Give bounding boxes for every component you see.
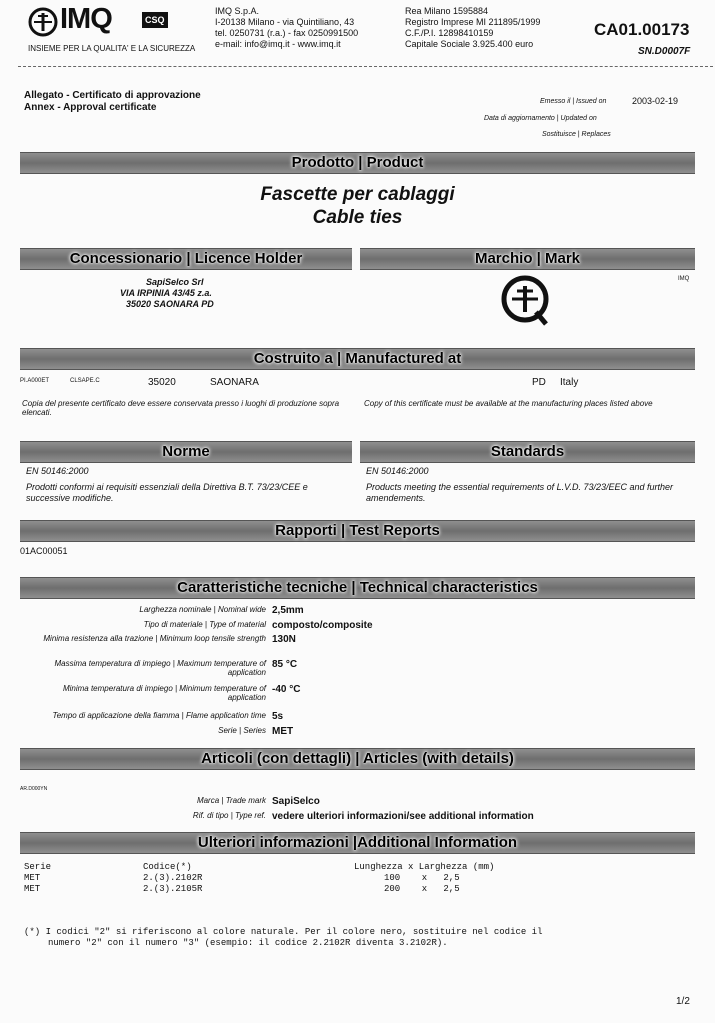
plant-country: Italy [560, 377, 579, 388]
mark-bar-label: Marchio | Mark [474, 250, 581, 267]
annex-title-it: Allegato - Certificato di approvazione [24, 90, 201, 101]
imq-logo [28, 3, 168, 38]
plant-zip: 35020 [148, 377, 176, 388]
tech-label: Massima temperatura di impiego | Maximum temperature of application [54, 659, 266, 677]
logo-csq: CSQ [142, 12, 168, 28]
certificate-number: CA01.00173 [594, 20, 690, 39]
articles-bar-label: Articoli (con dettagli) | Articles (with details) [201, 750, 514, 767]
company-line: I-20138 Milano - via Quintiliano, 43 [215, 17, 355, 27]
tech-value: -40 °C [272, 684, 301, 695]
issued-value: 2003-02-19 [632, 96, 679, 106]
replaces-label: Sostituisce | Replaces [542, 131, 611, 138]
tech-label: Minima temperatura di impiego | Minimum temperature of application [62, 684, 266, 702]
standards-standard: EN 50146:2000 [366, 466, 429, 476]
manufactured-bar-label: Costruito a | Manufactured at [253, 350, 462, 367]
product-name-en: Cable ties [312, 207, 403, 228]
plant-code-2: CLSAPE.C [70, 378, 100, 384]
company-line: tel. 0250731 (r.a.) - fax 0250991500 [215, 28, 359, 38]
additional-row-codice: 2.(3).2105R [143, 884, 203, 894]
registry-info [405, 6, 540, 50]
additional-bar-label: Ulteriori informazioni |Additional Information [197, 834, 518, 851]
licence-bar [20, 248, 352, 270]
mark-tag: IMQ [678, 276, 690, 282]
additional-row-codice: 2.(3).2102R [143, 873, 203, 883]
tech-label: Serie | Series [218, 726, 266, 735]
company-line: IMQ S.p.A. [215, 6, 260, 16]
tech-label: Tempo di applicazione della fiamma | Flame application time [52, 711, 266, 720]
product-name-it: Fascette per cablaggi [260, 184, 455, 205]
norme-bar-label: Norme [162, 443, 210, 460]
article-value: SapiSelco [272, 796, 320, 807]
report-code: 01AC00051 [20, 546, 68, 556]
company-address [215, 6, 358, 50]
additional-row-serie: MET [24, 884, 41, 894]
manufactured-note-en: Copy of this certificate must be available at the manufacturing places listed above [364, 399, 653, 408]
logo-text: IMQ [60, 3, 112, 35]
annex-title-en: Annex - Approval certificate [24, 102, 157, 113]
updated-label: Data di aggiornamento | Updated on [484, 115, 597, 122]
tech-label: Larghezza nominale | Nominal wide [139, 605, 266, 614]
manufactured-note-it: Copia del presente certificato deve essere conservata presso i luoghi di produzione sopra elencati. [22, 399, 340, 417]
licence-name: SapiSelco Srl [146, 277, 204, 287]
imq-mark-icon [500, 274, 552, 328]
company-line: e-mail: info@imq.it - www.imq.it [215, 39, 341, 49]
additional-row-serie: MET [24, 873, 41, 883]
standards-bar [360, 441, 695, 463]
plant-code: PI.A000ET [20, 378, 50, 384]
additional-header-serie: Serie [24, 862, 52, 872]
licence-bar-label: Concessionario | Licence Holder [69, 250, 303, 267]
reports-bar-label: Rapporti | Test Reports [275, 522, 440, 539]
registry-line: Capitale Sociale 3.925.400 euro [405, 39, 534, 49]
additional-row-dim: 200 x 2,5 [384, 884, 460, 894]
additional-header-dim: Lunghezza x Larghezza (mm) [354, 862, 495, 872]
licence-details [120, 277, 214, 310]
article-code: AR.D000YN [20, 786, 48, 792]
licence-street: VIA IRPINIA 43/45 z.a. [120, 288, 212, 298]
standards-text: Products meeting the essential requirements of L.V.D. 73/23/EEC and further amendements. [366, 482, 673, 503]
article-label: Marca | Trade mark [196, 796, 266, 805]
tech-value: 85 °C [272, 659, 298, 670]
tech-label: Minima resistenza alla trazione | Minimum loop tensile strength [43, 634, 266, 643]
article-value: vedere ulteriori informazioni/see additional information [272, 811, 534, 822]
article-label: Rif. di tipo | Type ref. [192, 811, 266, 820]
registry-line: C.F./P.I. 12898410159 [405, 28, 494, 38]
additional-header-codice: Codice(*) [143, 862, 192, 872]
page-number: 1/2 [676, 996, 690, 1007]
additional-row-dim: 100 x 2,5 [384, 873, 460, 883]
norme-text: Prodotti conformi ai requisiti essenziali della Direttiva B.T. 73/23/CEE e successive modifiche. [26, 482, 308, 503]
tech-value: MET [272, 726, 294, 737]
tech-label: Tipo di materiale | Type of material [143, 620, 266, 629]
tech-value: 130N [272, 634, 296, 645]
imq-seal-icon [28, 7, 58, 37]
product-bar [20, 152, 695, 174]
tech-value: 2,5mm [272, 605, 304, 616]
plant-city: SAONARA [210, 377, 259, 388]
mark-bar [360, 248, 695, 270]
registry-line: Registro Imprese MI 211895/1999 [405, 17, 541, 27]
articles-bar [20, 748, 695, 770]
tech-value: composto/composite [272, 620, 373, 631]
technical-bar-label: Caratteristiche tecniche | Technical characteristics [177, 579, 538, 596]
technical-bar [20, 577, 695, 599]
product-bar-label: Prodotto | Product [291, 154, 424, 171]
manufactured-bar [20, 348, 695, 370]
reports-bar [20, 520, 695, 542]
standards-bar-label: Standards [490, 443, 565, 460]
logo-tagline: INSIEME PER LA QUALITA' E LA SICUREZZA [28, 44, 196, 53]
norme-standard: EN 50146:2000 [26, 466, 89, 476]
footnote-line-2: numero "2" con il numero "3" (esempio: il codice 2.2102R diventa 3.2102R). [48, 938, 448, 948]
norme-bar [20, 441, 352, 463]
footnote-line-1: (*) I codici "2" si riferiscono al colore naturale. Per il colore nero, sostituire nel codice il [24, 927, 543, 937]
plant-province: PD [532, 377, 546, 388]
additional-bar [20, 832, 695, 854]
tech-value: 5s [272, 711, 284, 722]
header-divider [18, 66, 713, 67]
issued-label: Emesso il | Issued on [540, 98, 607, 105]
licence-city: 35020 SAONARA PD [126, 299, 214, 309]
serial-number: SN.D0007F [638, 46, 691, 57]
registry-line: Rea Milano 1595884 [405, 6, 489, 16]
